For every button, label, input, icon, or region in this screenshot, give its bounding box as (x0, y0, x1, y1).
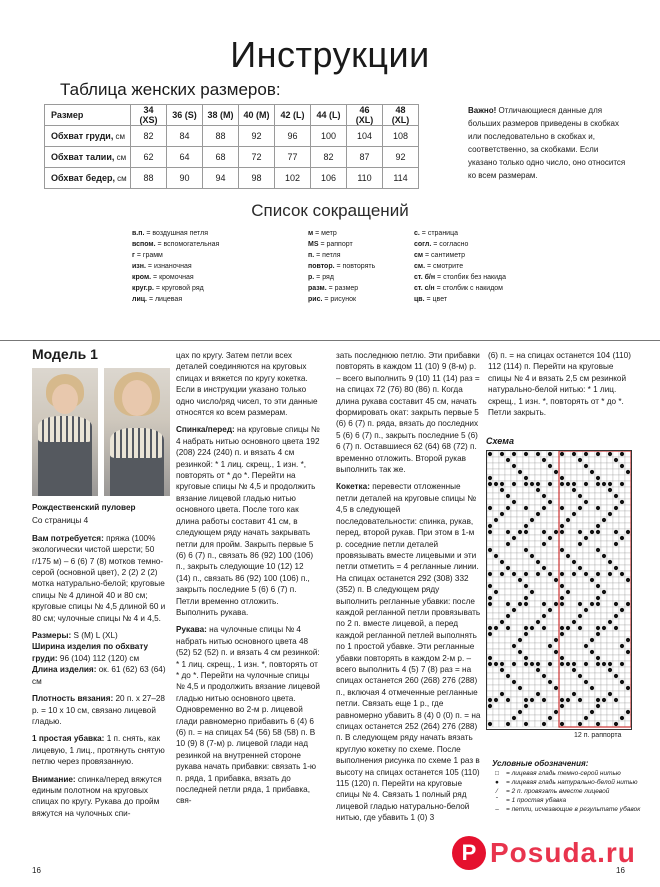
width-line: Ширина изделия по обхвату груди: 96 (104) 112 (120) см (32, 642, 149, 663)
table-cell: 82 (131, 126, 167, 147)
table-cell: 87 (347, 147, 383, 168)
abbr-item: круг.р. = круговой ряд (132, 285, 204, 292)
section-divider (0, 340, 660, 341)
size-col: 34 (XS) (131, 105, 167, 126)
materials: Вам потребуется: пряжа (100% экологически чистой шерсти; 50 г/175 м) – 6 (6) 7 (8) мотков темно-серой (основной цвет), 2 (2) 2 (2) мотка натурально-белой; круговые спицы № 4 длиной 40 и 80 см; круговые спицы № 4,5 длиной 60 и 80 см; чулочные спицы № 4 и 4,5. (32, 533, 166, 623)
table-cell: 62 (131, 147, 167, 168)
page-number-right: 16 (616, 866, 625, 875)
sizes-line: Размеры: S (M) L (XL) (32, 631, 118, 641)
table-cell: 92 (383, 147, 419, 168)
paragraph: Рукава: на чулочные спицы № 4 набрать нитью основного цвета 48 (52) 52 (52) п. и вязать 4 см резинкой: * 1 лиц. скрещ., 1 изн. *, повторять от * до *. Перейти на чулочные спицы № 4,5 и продолжить вязание лицевой гладью нитью основного цвета. Одновременно во 2-м р. лицевой глади равномерно прибавить 6 (4) 6 (6) п. = на спицах 54 (56) 58 (58) п. В 10 (9) 8 (7-м) р. лицевой глади над резинкой на внутренней стороне рукава начать прибавки: связать 1-ю п. ряда, 1 прибавка, вязать до последней петли ряда, 1 прибавка, свя- (176, 625, 320, 806)
watermark-logo-icon: P (452, 836, 486, 870)
page-number-left: 16 (32, 866, 41, 875)
table-cell: 90 (167, 168, 203, 189)
size-table-header-label: Размер (45, 105, 131, 126)
table-cell: 88 (203, 126, 239, 147)
abbr-item: ст. с/н = столбик с накидом (414, 285, 503, 292)
size-col: 40 (M) (239, 105, 275, 126)
abbreviations-column (308, 228, 375, 305)
size-col: 48 (XL) (383, 105, 419, 126)
text-column-2 (176, 350, 320, 813)
table-cell: 94 (203, 168, 239, 189)
abbr-item: см. = смотрите (414, 263, 464, 270)
size-table-header (45, 105, 419, 126)
abbr-item: г = грамм (132, 252, 163, 259)
abbr-item: разм. = размер (308, 285, 359, 292)
size-table (44, 104, 419, 189)
table-cell: 108 (383, 126, 419, 147)
decrease-line: 1 простая убавка: 1 п. снять, как лицевую, 1 лиц., протянуть снятую петлю через провязанную. (32, 734, 165, 767)
table-row (45, 168, 419, 189)
text-column-3 (336, 350, 482, 830)
abbr-item: р. = ряд (308, 274, 334, 281)
legend-symbol: □ (495, 770, 499, 777)
abbr-item: лиц. = лицевая (132, 296, 183, 303)
size-col: 42 (L) (275, 105, 311, 126)
legend-symbol: – (495, 806, 499, 813)
paragraph: Кокетка: перевести отложенные петли деталей на круговые спицы № 4,5 в следующей последовательности: спинка, рукав, перед, второй рукав. При этом в 1-м р. соседние петли деталей провязывать вместе лицевыми и эти петли отметить = 4 регланные линии. На спицах останется 292 (308) 332 (352) п. В следующем ряду выполнить регланные убавки: после каждой регланной петли провязывать по 2 п. вместе лицевой, а перед каждой регланной петлей выполнять по 1 простой убавке. Эти регланные убавки повторять в каждом 2-м р. – всего выполнить 4 (5) 7 (8) раз = на спицах останется 260 (268) 276 (288) п., включая 4 отмеченные регланные петли. Связать еще 1 р., где равномерно убавить 8 (4) 0 (0) п. = на спицах останется 252 (264) 276 (288) п. В следующем ряду начать вязать круглую кокетку по схеме. После выполнения рисунка по схеме 1 раз в высоту на спицах останется 105 (110) 115 (120) п. Перейти на круговые спицы № 4. Связать 1 полный ряд лицевой гладью натурально-белой нитью, где убавить 1 (0) 3 (336, 482, 481, 823)
paragraph: зать последнюю петлю. Эти прибавки повторять в каждом 11 (10) 9 (8-м) р. – всего выполнить 9 (10) 11 (14) раз = на спицах 72 (76) 80 (86) п. Когда длина рукава составит 45 см, начать формировать окат: закрыть первые 5 (6) 6 (7) п. ряда, вязать до последних 5 (6) 6 (7) п., закрыть последние 5 (6) 6 (7) п. Оставшиеся 62 (64) 68 (72) п. временно отложить. Второй рукав выполнить так же. (336, 351, 480, 475)
legend-symbol: ˆ (495, 797, 499, 804)
length-line: Длина изделия: ок. 61 (62) 63 (64) см (32, 665, 166, 686)
abbr-item: в.п. = воздушная петля (132, 230, 208, 237)
table-row (45, 147, 419, 168)
colorwork-chart-grid (487, 451, 631, 729)
legend-symbol: ● (495, 779, 499, 786)
abbr-item: согл. = согласно (414, 241, 469, 248)
paragraph: (6) п. = на спицах останется 104 (110) 112 (114) п. Перейти на круговые спицы № 4 и вязать 2,5 см резинкой натурально-белой нитью: * 1 лиц. скрещ., 1 изн. *, повторять от * до *. Петли закрыть. (488, 351, 631, 418)
table-cell: 110 (347, 168, 383, 189)
model-photo-full (32, 368, 98, 496)
abbreviations-heading: Список сокращений (251, 201, 409, 220)
table-cell: 96 (275, 126, 311, 147)
abbr-item: MS = раппорт (308, 241, 353, 248)
table-cell: 92 (239, 126, 275, 147)
sizes-heading: Таблица женских размеров: (60, 80, 281, 99)
size-col: 46 (XL) (347, 105, 383, 126)
text-column-1 (32, 502, 170, 825)
row-label: Обхват груди, см (45, 126, 131, 147)
table-cell: 88 (131, 168, 167, 189)
colorwork-chart (486, 450, 632, 730)
legend-item: ˆ = 1 простая убавка (492, 797, 640, 805)
table-cell: 102 (275, 168, 311, 189)
paragraph: цах по кругу. Затем петли всех деталей соединяются на круговых спицах и вяжется по кругу кокетка. Если в инструкции указано только одно число/ряд чисел, то эти данные относятся ко всем размерам. (176, 351, 318, 418)
abbreviations-column (414, 228, 506, 305)
repeat-label: 12 п. раппорта (574, 732, 622, 739)
legend-item: ● = лицевая гладь натурально-белой нитью (492, 779, 640, 787)
abbr-item: п. = петля (308, 252, 341, 259)
abbr-item: вспом. = вспомогательная (132, 241, 220, 248)
size-col: 44 (L) (311, 105, 347, 126)
abbr-item: ст. б/н = столбик без накида (414, 274, 506, 281)
watermark-text: Posuda.ru (490, 837, 636, 868)
size-col: 36 (S) (167, 105, 203, 126)
model-source: Со страницы 4 (32, 516, 89, 526)
abbr-item: с. = страница (414, 230, 458, 237)
attention-line: Внимание: спинка/перед вяжутся единым полотном на круговых спицах по кругу. Рукава до пройм вяжутся на чулочных спи- (32, 774, 162, 818)
density-line: Плотность вязания: 20 п. x 27–28 р. = 10 x 10 см, связано лицевой гладью. (32, 694, 165, 726)
important-note: Важно! Отличающиеся данные для больших размеров приведены в скобках или последовательно в скобках и, соответственно, за скобками. Если указано только одно число, оно относится ко всем размерам. (468, 106, 626, 180)
legend-symbol: ⁄ (496, 788, 498, 795)
abbr-item: кром. = кромочная (132, 274, 194, 281)
row-label: Обхват талии, см (45, 147, 131, 168)
legend-item: – = петли, исчезающие в результате убавок (492, 806, 640, 814)
legend-title: Условные обозначения: (492, 759, 589, 768)
table-cell: 98 (239, 168, 275, 189)
abbr-item: см = сантиметр (414, 252, 466, 259)
table-cell: 68 (203, 147, 239, 168)
abbr-item: изн. = изнаночная (132, 263, 192, 270)
row-label: Обхват бедер, см (45, 168, 131, 189)
table-cell: 114 (383, 168, 419, 189)
schema-title: Схема (486, 436, 514, 446)
table-cell: 84 (167, 126, 203, 147)
abbr-item: повтор. = повторять (308, 263, 376, 270)
abbr-item: м = метр (308, 230, 337, 237)
legend-item: ⁄ = 2 п. провязать вместе лицевой (492, 788, 640, 796)
abbr-item: цв. = цвет (414, 296, 448, 303)
table-cell: 100 (311, 126, 347, 147)
table-cell: 77 (275, 147, 311, 168)
table-cell: 72 (239, 147, 275, 168)
table-row (45, 126, 419, 147)
paragraph: Спинка/перед: на круговые спицы № 4 набрать нитью основного цвета 192 (208) 224 (240) п. и вязать 4 см резинкой: * 1 лиц. скрещ., 1 изн. *, повторять от * до *. Перейти на круговые спицы № 4,5 и продолжить вязание лицевой гладью нитью основного цвета. После того как длина работы составит 41 см, в следующем ряду начать закрывать петли для пройм. Закрыть первые 5 (6) 6 (7) п., связать 86 (92) 100 (106) п., закрыть следующие 10 (12) 12 (14) п., связать 86 (92) 100 (106) п., закрыть последние 5 (6) 6 (7) п. Петли временно отложить. Выполнить рукава. (176, 425, 320, 617)
table-cell: 82 (311, 147, 347, 168)
model-photo-closeup (104, 368, 170, 496)
legend-item: □ = лицевая гладь темно-серой нитью (492, 770, 640, 778)
legend (492, 770, 640, 815)
page-title: Инструкции (230, 34, 430, 75)
abbreviations-column (132, 228, 219, 305)
table-cell: 64 (167, 147, 203, 168)
text-column-4 (488, 350, 634, 424)
model-name: Рождественский пуловер (32, 503, 136, 512)
model-title: Модель 1 (32, 346, 98, 362)
table-cell: 106 (311, 168, 347, 189)
abbr-item: рис. = рисунок (308, 296, 357, 303)
table-cell: 104 (347, 126, 383, 147)
size-col: 38 (M) (203, 105, 239, 126)
